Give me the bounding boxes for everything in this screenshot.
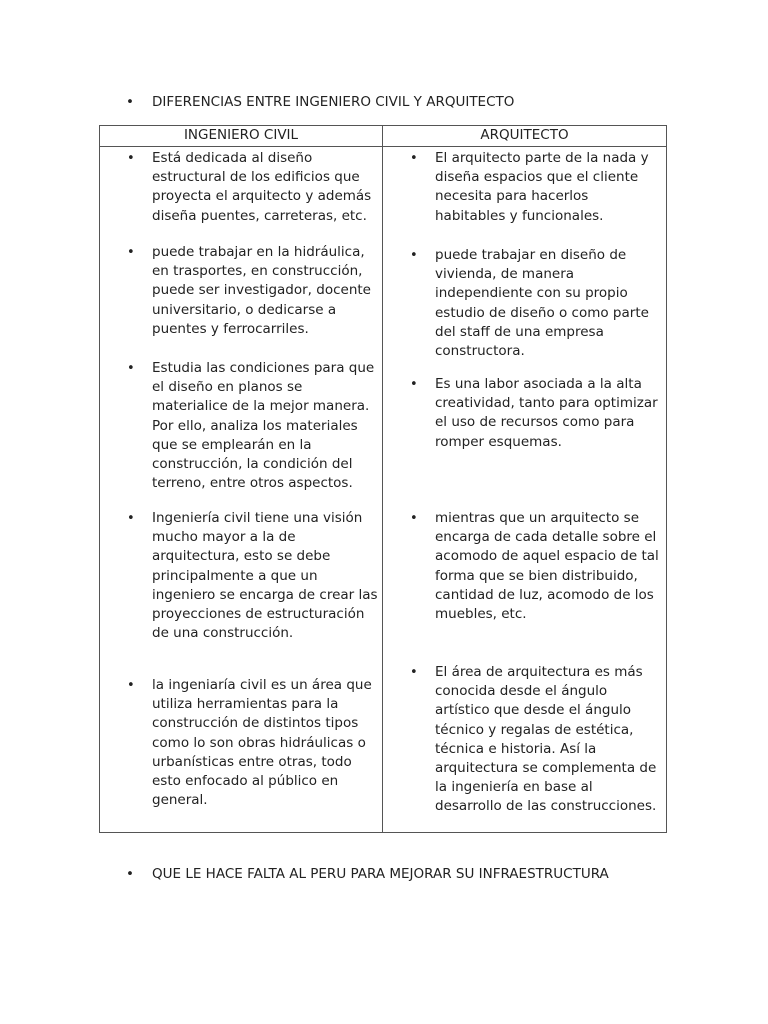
bullet: • (410, 151, 418, 166)
list-item-text: Es una labor asociada a la alta creatividad, tanto para optimizar el uso de recursos como para romper esquemas. (435, 376, 658, 450)
bullet: • (127, 511, 135, 526)
table-body-row (100, 147, 667, 833)
civil-engineer-cell (100, 147, 383, 833)
bullet: • (410, 377, 418, 392)
list-item-text: la ingeniaría civil es un área que utiliza herramientas para la construcción de distintos tipos como lo son obras hidráulicas o urbanísticas entre otras, todo esto enfocado al público en general. (152, 677, 372, 809)
bullet: • (410, 248, 418, 263)
list-item-text: puede trabajar en la hidráulica, en trasportes, en construcción, puede ser investigador, docente universitario, o dedicarse a puentes y ferrocarriles. (152, 244, 371, 337)
bullet: • (126, 866, 134, 882)
table-header-row (100, 126, 667, 147)
bullet: • (127, 245, 135, 260)
list-item-text: mientras que un arquitecto se encarga de cada detalle sobre el acomodo de aquel espacio de tal forma que se bien distribuido, cantidad de luz, acomodo de los muebles, etc. (435, 510, 659, 623)
heading-text: QUE LE HACE FALTA AL PERU PARA MEJORAR SU INFRAESTRUCTURA (152, 866, 609, 882)
bullet: • (127, 361, 135, 376)
column-header-civil-engineer: INGENIERO CIVIL (100, 126, 383, 147)
column-header-architect: ARQUITECTO (383, 126, 667, 147)
bullet: • (126, 94, 134, 110)
list-item-text: Está dedicada al diseño estructural de los edificios que proyecta el arquitecto y además diseña puentes, carreteras, etc. (152, 150, 372, 224)
list-item-text: Estudia las condiciones para que el diseño en planos se materialice de la mejor manera. Por ello, analiza los materiales que se emplearán en la construcción, la condición del terreno, entre otros aspectos. (152, 360, 375, 492)
bullet: • (410, 665, 418, 680)
bullet: • (127, 678, 135, 693)
comparison-table (99, 125, 667, 833)
architect-cell (383, 147, 667, 833)
list-item-text: puede trabajar en diseño de vivienda, de manera independiente con su propio estudio de diseño o como parte del staff de una empresa constructora. (435, 247, 649, 360)
bullet: • (410, 511, 418, 526)
bullet: • (127, 151, 135, 166)
list-item-text: El área de arquitectura es más conocida desde el ángulo artístico que desde el ángulo técnico y regalas de estética, técnica e historia. Así la arquitectura se complementa de la ingeniería en base al desarrollo de las construcciones. (435, 664, 657, 815)
list-item-text: Ingeniería civil tiene una visión mucho mayor a la de arquitectura, esto se debe principalmente a que un ingeniero se encarga de crear las proyecciones de estructuración de una construcción. (152, 510, 378, 642)
heading-text: DIFERENCIAS ENTRE INGENIERO CIVIL Y ARQUITECTO (152, 94, 515, 110)
list-item-text: El arquitecto parte de la nada y diseña espacios que el cliente necesita para hacerlos habitables y funcionales. (435, 150, 649, 224)
